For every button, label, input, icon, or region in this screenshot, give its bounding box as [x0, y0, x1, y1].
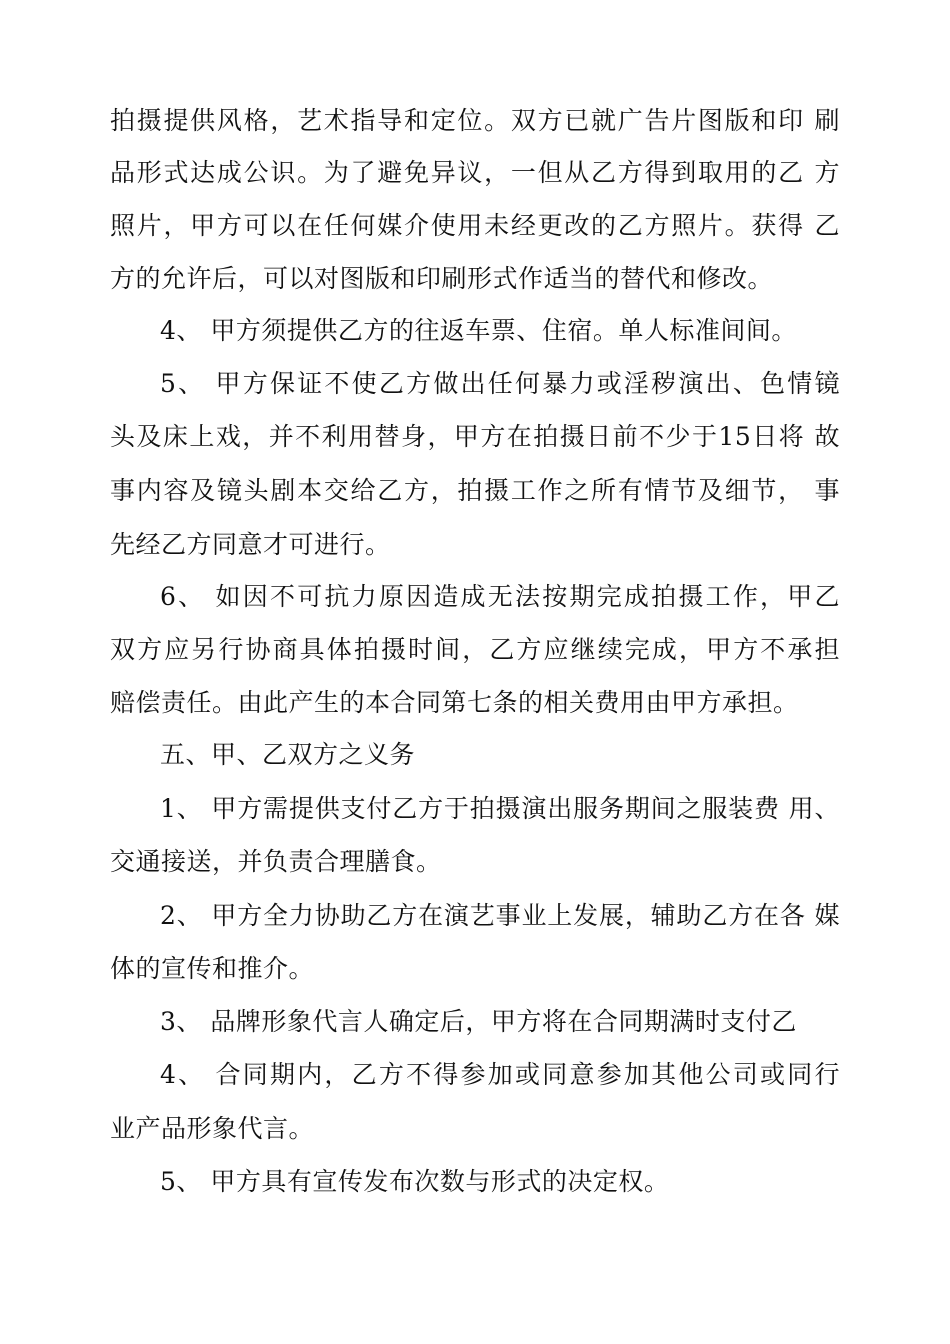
text-line: 赔偿责任。由此产生的本合同第七条的相关费用由甲方承担。: [110, 688, 799, 717]
text-line: 体的宣传和推介。: [110, 954, 315, 983]
duty-1: 1、 甲方需提供支付乙方于拍摄演出服务期间之服装费 用、: [160, 794, 840, 823]
duty-2: 2、 甲方全力协助乙方在演艺事业上发展，辅助乙方在各 媒: [160, 901, 840, 930]
duty-4: 4、 合同期内，乙方不得参加或同意参加其他公司或同行: [160, 1060, 840, 1089]
section-heading: 五、甲、乙双方之义务: [160, 740, 416, 769]
text-line: 方的允许后，可以对图版和印刷形式作适当的替代和修改。: [110, 264, 774, 293]
text-line: 头及床上戏，并不利用替身，甲方在拍摄日前不少于15日将 故: [110, 422, 840, 451]
paragraph-6: 6、 如因不可抗力原因造成无法按期完成拍摄工作，甲乙: [160, 582, 840, 611]
text-line: 拍摄提供风格，艺术指导和定位。双方已就广告片图版和印 刷: [110, 106, 840, 135]
text-line: 先经乙方同意才可进行。: [110, 530, 391, 559]
paragraph-5: 5、 甲方保证不使乙方做出任何暴力或淫秽演出、色情镜: [160, 369, 840, 398]
text-line: 交通接送，并负责合理膳食。: [110, 847, 442, 876]
text-line: 照片，甲方可以在任何媒介使用未经更改的乙方照片。获得 乙: [110, 211, 840, 240]
paragraph-4: 4、 甲方须提供乙方的往返车票、住宿。单人标准间间。: [160, 316, 797, 345]
text-line: 业产品形象代言。: [110, 1114, 315, 1143]
text-line: 事内容及镜头剧本交给乙方，拍摄工作之所有情节及细节， 事: [110, 476, 840, 505]
text-line: 品形式达成公识。为了避免异议，一但从乙方得到取用的乙 方: [110, 158, 840, 187]
duty-3: 3、 品牌形象代言人确定后，甲方将在合同期满时支付乙: [160, 1007, 797, 1036]
text-line: 双方应另行协商具体拍摄时间，乙方应继续完成，甲方不承担: [110, 635, 840, 664]
duty-5: 5、 甲方具有宣传发布次数与形式的决定权。: [160, 1167, 670, 1196]
